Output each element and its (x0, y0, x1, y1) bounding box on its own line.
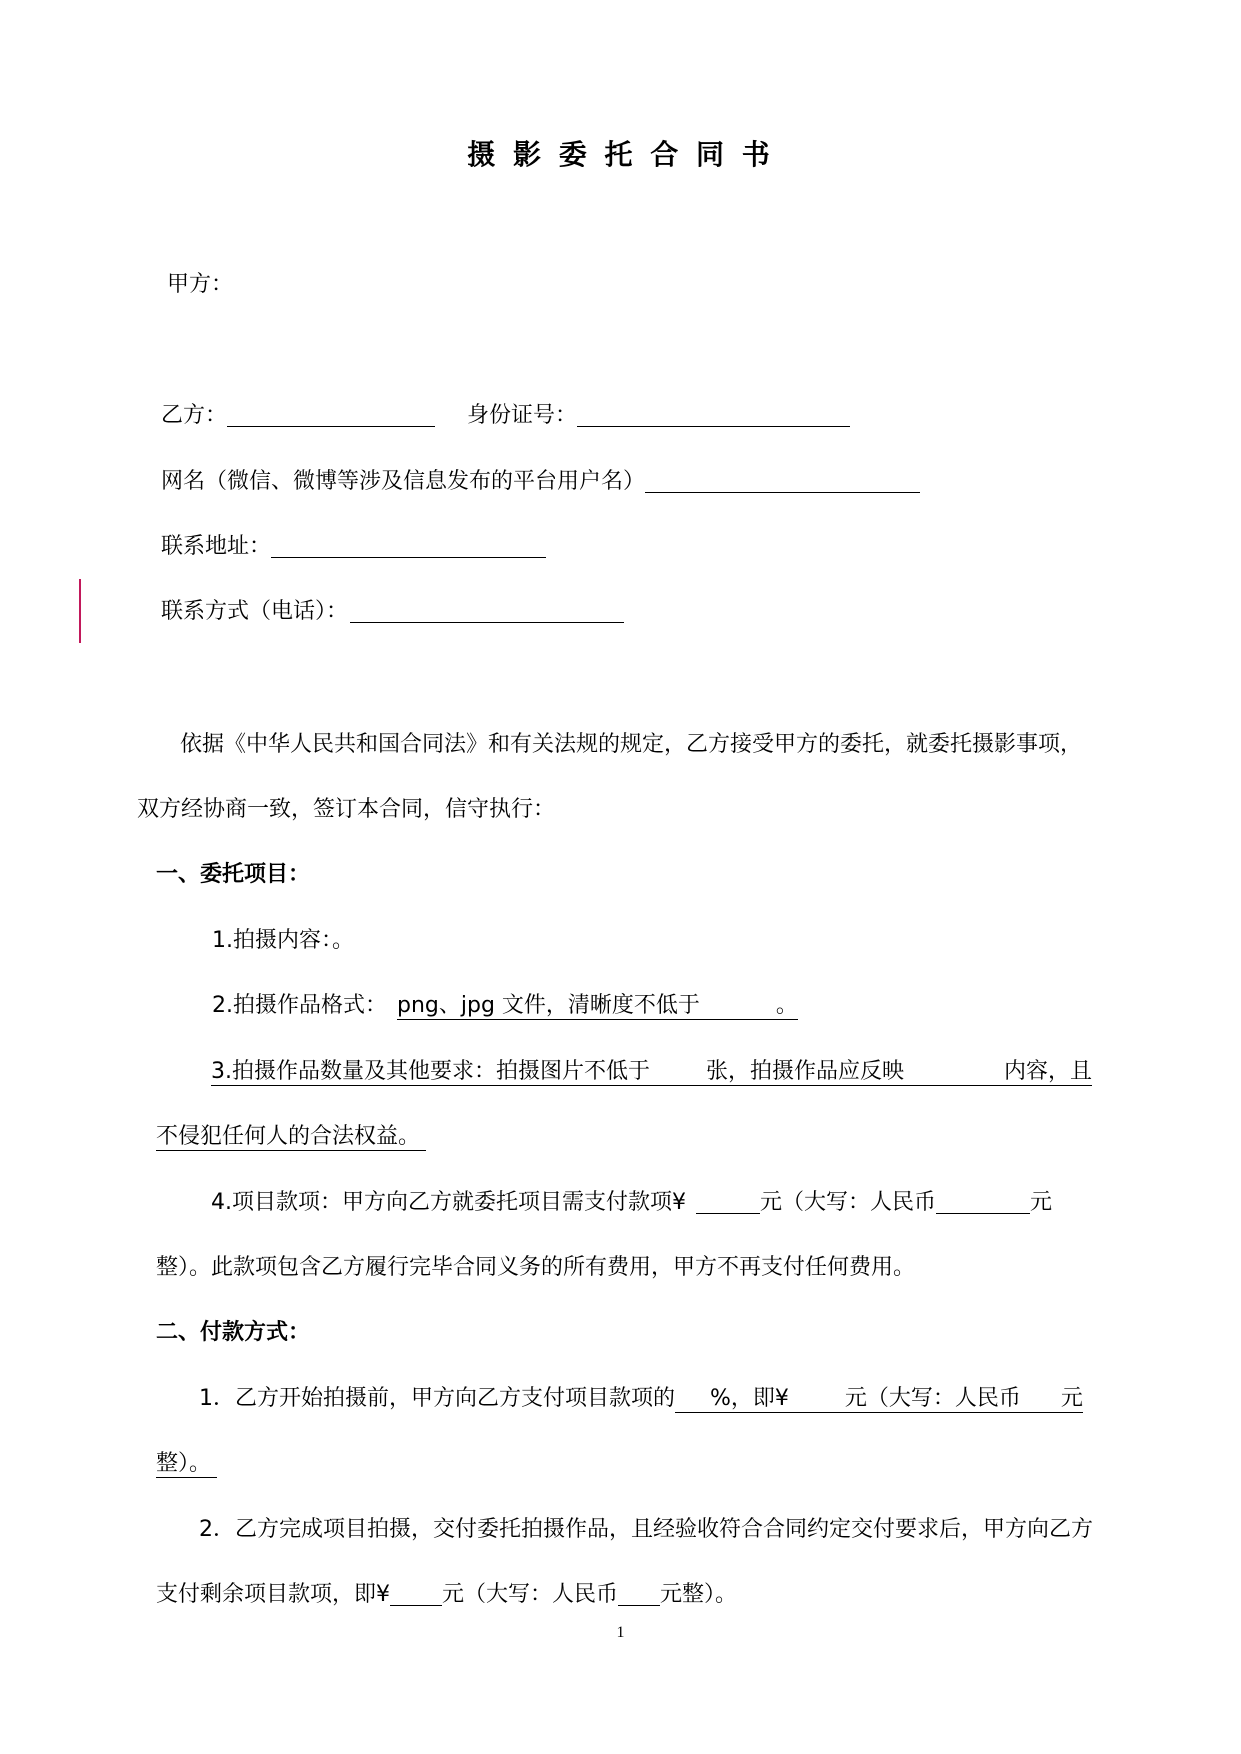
item-3-gap-1 (650, 1068, 706, 1078)
payment-2-part-1: 支付剩余项目款项，即¥ (156, 1582, 390, 1607)
item-2-gap (700, 1002, 776, 1012)
item-3-line-2-underlined (156, 1124, 426, 1151)
payment-2-part-2: 元（大写：人民币 (442, 1582, 619, 1607)
section-2-item-1 (199, 1384, 1083, 1414)
contact-blank (350, 600, 624, 623)
payment-2-amount-blank (390, 1583, 442, 1606)
section-1-item-4-cont: 整）。此款项包含乙方履行完毕合同义务的所有费用，甲方不再支付任何费用。 (156, 1255, 916, 1280)
payment-1-part-1: 1．乙方开始拍摄前，甲方向乙方支付项目款项的 (199, 1386, 675, 1411)
section-2-item-2-cont (156, 1580, 737, 1610)
section-1-item-2 (212, 991, 798, 1021)
item-4-part-2: 元（大写：人民币 (760, 1190, 937, 1215)
payment-1-words-gap (1021, 1395, 1061, 1405)
payment-1-line-2: 整）。 (156, 1451, 212, 1476)
item-2-end: 。 (775, 993, 798, 1018)
payment-2-part-3: 元整）。 (660, 1582, 738, 1607)
party-a-row (167, 270, 233, 300)
payment-1-part-4: 元 (1060, 1386, 1083, 1411)
preamble-line-2: 双方经协商一致，签订本合同，信守执行： (137, 797, 556, 822)
party-b-label: 乙方： (161, 403, 228, 428)
net-name-row (161, 467, 920, 497)
address-blank (271, 535, 546, 558)
section-2-item-1-cont (156, 1449, 217, 1479)
item-3-part-1: 3.拍摄作品数量及其他要求：拍摄图片不低于 (211, 1059, 650, 1084)
section-2-heading: 二、付款方式： (156, 1320, 311, 1345)
item-2-underlined (397, 993, 798, 1020)
item-4-part-1: 4.项目款项：甲方向乙方就委托项目需支付款项¥ (211, 1190, 686, 1215)
party-a-label: 甲方： (167, 272, 234, 297)
item-3-part-2: 张，拍摄作品应反映 (706, 1059, 905, 1084)
payment-1-line-2-underlined (156, 1451, 217, 1478)
id-number-blank (577, 404, 850, 427)
section-1-item-1: 1.拍摄内容：。 (212, 928, 354, 953)
payment-1-percent-gap (675, 1395, 710, 1405)
id-number-label: 身份证号： (467, 403, 578, 428)
item-3-underlined (211, 1059, 1092, 1086)
section-1-item-3 (211, 1057, 1092, 1087)
section-1-item-4 (211, 1188, 1052, 1218)
address-row (161, 532, 546, 562)
item-2-label: 2.拍摄作品格式： (212, 993, 387, 1018)
payment-1-part-2: %，即¥ (710, 1386, 789, 1411)
net-name-label: 网名（微信、微博等涉及信息发布的平台用户名） (161, 469, 646, 494)
item-3-line-2: 不侵犯任何人的合法权益。 (156, 1124, 421, 1149)
item-4-amount-words-blank (936, 1191, 1030, 1214)
payment-1-line-2-gap (211, 1460, 217, 1470)
item-4-amount-blank (696, 1191, 760, 1214)
item-2-text: png、jpg 文件，清晰度不低于 (397, 993, 700, 1018)
item-3-gap-2 (904, 1068, 1004, 1078)
page-number: 1 (616, 1624, 625, 1641)
contact-label: 联系方式（电话）： (161, 599, 349, 624)
margin-mark (79, 579, 81, 643)
net-name-blank (645, 470, 920, 493)
item-3-part-3: 内容，且 (1004, 1059, 1093, 1084)
section-1-item-3-cont (156, 1122, 426, 1152)
payment-1-underlined (675, 1386, 1083, 1413)
address-label: 联系地址： (161, 534, 272, 559)
payment-1-amount-gap (789, 1395, 845, 1405)
payment-1-part-3: 元（大写：人民币 (844, 1386, 1021, 1411)
preamble-line-1: 依据《中华人民共和国合同法》和有关法规的规定，乙方接受甲方的委托，就委托摄影事项， (180, 732, 1083, 757)
party-b-row (161, 401, 850, 431)
section-2-item-2: 2．乙方完成项目拍摄，交付委托拍摄作品，且经验收符合合同约定交付要求后，甲方向乙方 (199, 1517, 1094, 1542)
payment-2-words-blank (618, 1583, 660, 1606)
section-1-heading: 一、委托项目： (156, 862, 311, 887)
document-title: 摄 影 委 托 合 同 书 (467, 138, 774, 171)
party-b-blank (227, 404, 435, 427)
contact-row (161, 597, 624, 627)
item-4-part-3: 元 (1030, 1190, 1053, 1215)
item-3-line-2-gap (420, 1133, 426, 1143)
